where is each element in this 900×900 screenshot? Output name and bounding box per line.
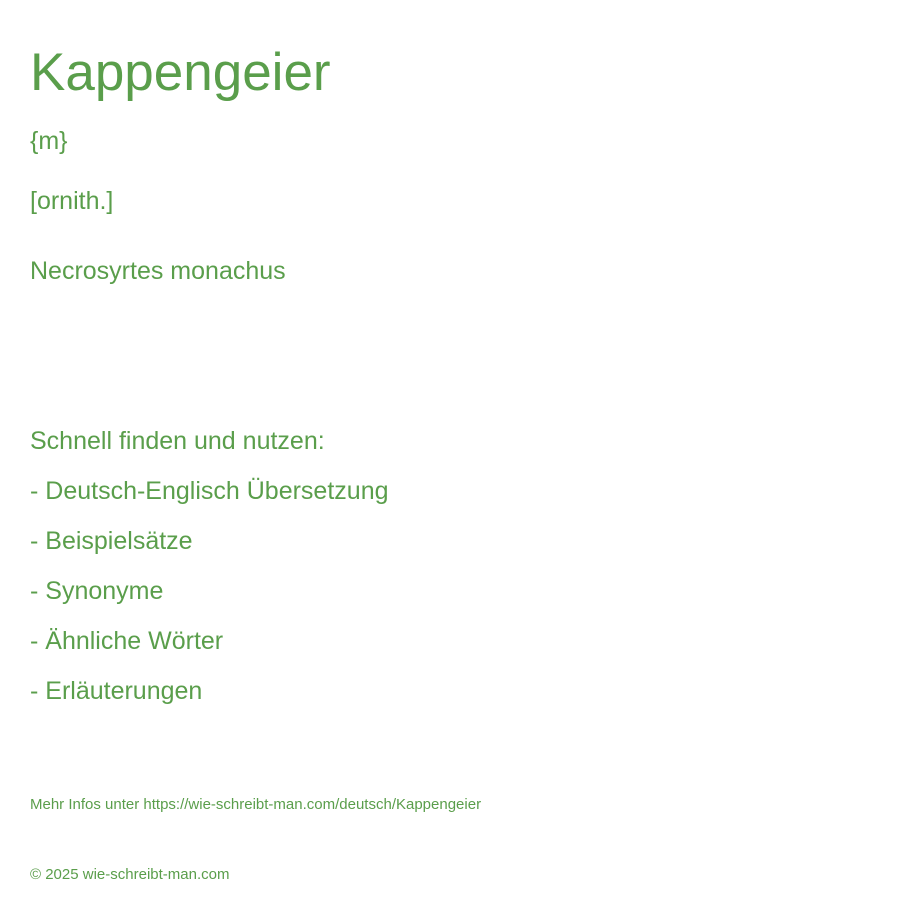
gender-label: {m} [30,127,68,155]
feature-item-synonyms: - Synonyme [30,577,164,605]
page-title: Kappengeier [30,43,331,102]
features-heading: Schnell finden und nutzen: [30,427,325,455]
copyright-notice: © 2025 wie-schreibt-man.com [30,866,230,883]
feature-item-explanations: - Erläuterungen [30,677,203,705]
more-info-link[interactable]: https://wie-schreibt-man.com/deutsch/Kappengeier [143,796,482,813]
feature-item-example-sentences: - Beispielsätze [30,527,193,555]
subject-field-label: [ornith.] [30,187,114,215]
scientific-name: Necrosyrtes monachus [30,257,286,285]
feature-item-translation: - Deutsch-Englisch Übersetzung [30,477,389,505]
more-info-line [30,797,481,812]
more-info-prefix: Mehr Infos unter [30,796,144,813]
feature-item-similar-words: - Ähnliche Wörter [30,627,224,655]
